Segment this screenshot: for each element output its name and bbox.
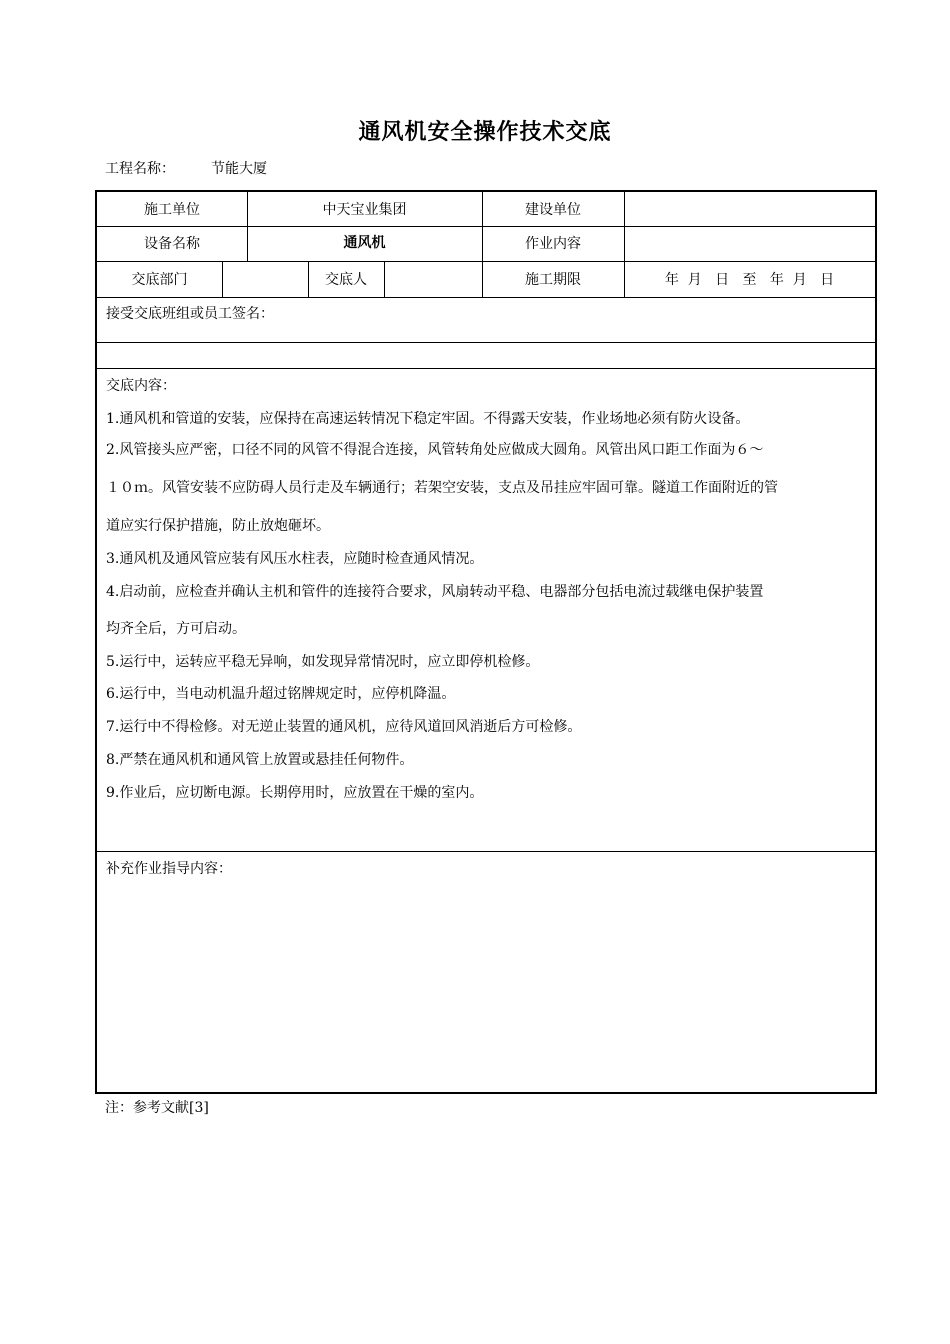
disclosure-dept-label: 交底部门 (131, 272, 188, 288)
work-content-label: 作业内容 (525, 236, 581, 252)
construction-period-label: 施工期限 (525, 272, 581, 288)
content-line: 4.启动前，应检查并确认主机和管件的连接符合要求，风扇转动平稳、电器部分包括电流过载继电保护装置 (106, 584, 764, 600)
content-line: 3.通风机及通风管应装有风压水柱表，应随时检查通风情况。 (106, 551, 484, 567)
disclosure-person-label: 交底人 (325, 272, 367, 288)
content-line: 7.运行中不得检修。对无逆止装置的通风机，应待风道回风消逝后方可检修。 (106, 719, 582, 735)
row-divider (97, 261, 875, 262)
content-line: 8.严禁在通风机和通风管上放置或悬挂任何物件。 (106, 752, 414, 768)
project-name-row (105, 158, 267, 178)
reference-note: 注：参考文献[3] (105, 1100, 209, 1116)
supplement-label: 补充作业指导内容： (106, 861, 232, 877)
construction-unit-label: 施工单位 (144, 202, 200, 218)
content-line: 2.风管接头应严密，口径不同的风管不得混合连接，风管转角处应做成大圆角。风管出风口距工作面为６～ (106, 442, 764, 458)
signature-label: 接受交底班组或员工签名： (106, 306, 274, 322)
content-line: 9.作业后，应切断电源。长期停用时，应放置在干燥的室内。 (106, 785, 484, 801)
content-line: 1.通风机和管道的安装，应保持在高速运转情况下稳定牢固。不得露天安装，作业场地必须有防火设备。 (106, 411, 750, 427)
equipment-value: 通风机 (343, 235, 386, 251)
disclosure-table (95, 190, 877, 1094)
project-name-value: 节能大厦 (211, 161, 267, 177)
equipment-label: 设备名称 (144, 236, 200, 252)
row-divider (97, 368, 875, 369)
construction-period-value: 年 月 日 至 年 月 日 (664, 272, 835, 288)
content-line: 道应实行保护措施，防止放炮砸坏。 (106, 518, 330, 534)
row-divider (97, 226, 875, 227)
construction-unit-value: 中天宝业集团 (322, 202, 407, 218)
content-line: 5.运行中，运转应平稳无异响，如发现异常情况时，应立即停机检修。 (106, 654, 540, 670)
builder-label: 建设单位 (525, 202, 581, 218)
document-title: 通风机安全操作技术交底 (358, 120, 612, 145)
project-name-label: 工程名称： (105, 161, 175, 177)
content-line: 均齐全后，方可启动。 (106, 621, 246, 637)
row-divider (97, 851, 875, 852)
row-divider (97, 342, 875, 343)
content-line: 6.运行中，当电动机温升超过铭牌规定时，应停机降温。 (106, 686, 456, 702)
col-divider (384, 261, 385, 297)
col-divider (222, 261, 223, 297)
row-divider (97, 297, 875, 298)
content-line: １０ｍ。风管安装不应防碍人员行走及车辆通行；若架空安装，支点及吊挂应牢固可靠。隧道工作面附近的管 (106, 480, 778, 496)
content-label: 交底内容： (106, 378, 176, 394)
